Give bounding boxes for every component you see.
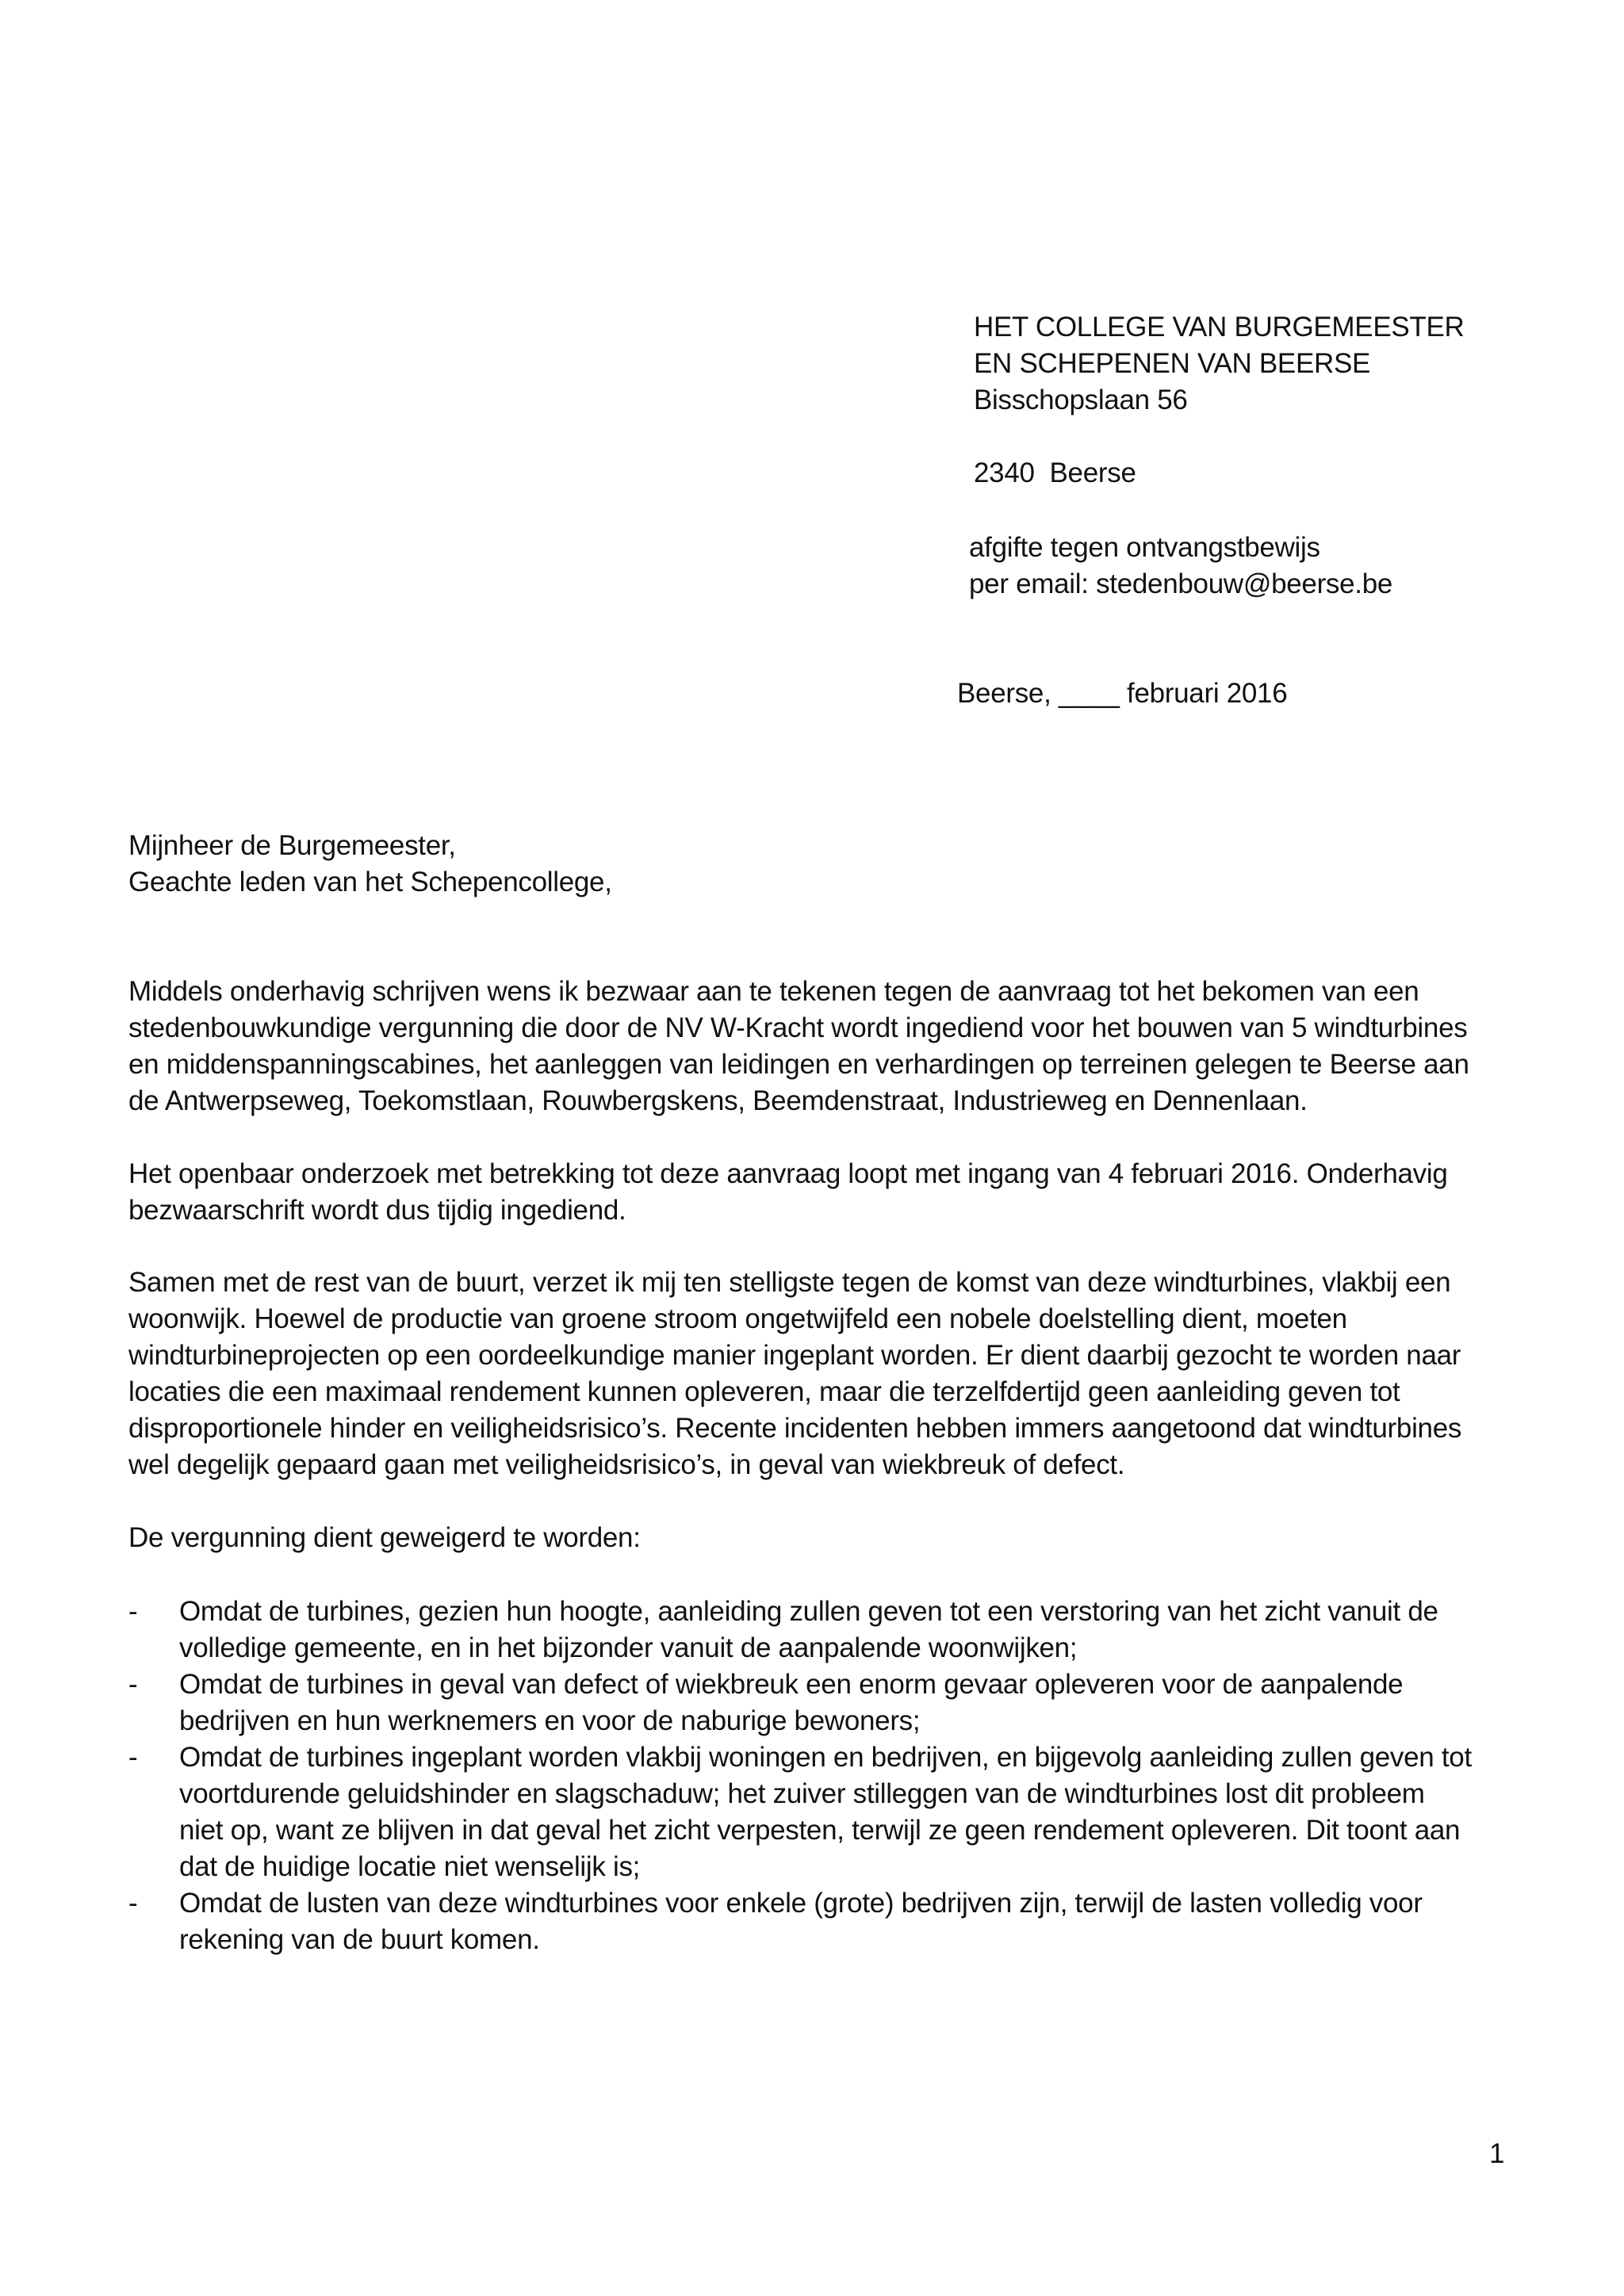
- delivery-method: [969, 530, 1392, 603]
- paragraph-line: De vergunning dient geweigerd te worden:: [128, 1522, 641, 1553]
- recipient-line: EN SCHEPENEN VAN BEERSE: [974, 348, 1371, 379]
- paragraph-objection-intro: [128, 974, 1469, 1119]
- list-item: [128, 1885, 1472, 1958]
- page-number: 1: [1489, 2138, 1505, 2169]
- bullet-dash: -: [128, 1669, 138, 1700]
- recipient-line: Bisschopslaan 56: [974, 385, 1188, 415]
- paragraph-line: en middenspanningscabines, het aanleggen van leidingen en verhardingen op terreinen gelegen te Beerse aan: [128, 1049, 1469, 1080]
- list-item-line: Omdat de turbines in geval van defect of wiekbreuk een enorm gevaar opleveren voor de aanpalende: [179, 1669, 1404, 1700]
- bullet-dash: -: [128, 1596, 138, 1627]
- paragraph-line: locaties die een maximaal rendement kunnen opleveren, maar die terzelfdertijd geen aanleiding geven tot: [128, 1376, 1400, 1407]
- list-item: [128, 1739, 1472, 1885]
- paragraph-line: stedenbouwkundige vergunning die door de NV W-Kracht wordt ingediend voor het bouwen van 5 windturbines: [128, 1012, 1468, 1043]
- list-item-line: niet op, want ze blijven in dat geval het zicht verpesten, terwijl ze geen rendement opleveren. Dit toont aan: [179, 1815, 1461, 1846]
- list-item-line: dat de huidige locatie niet wenselijk is;: [179, 1851, 641, 1882]
- paragraph-line: bezwaarschrift wordt dus tijdig ingediend.: [128, 1195, 626, 1226]
- paragraph-neighbourhood-objection: [128, 1265, 1461, 1483]
- paragraph-line: Samen met de rest van de buurt, verzet ik mij ten stelligste tegen de komst van deze windturbines, vlakbij een: [128, 1267, 1451, 1298]
- bullet-dash: -: [128, 1742, 138, 1773]
- paragraph-line: Middels onderhavig schrijven wens ik bezwaar aan te tekenen tegen de aanvraag tot het bekomen van een: [128, 976, 1419, 1007]
- paragraph-line: windturbineprojecten op een oordeelkundige manier ingeplant worden. Er dient daarbij gezocht te worden naar: [128, 1340, 1461, 1371]
- list-item: [128, 1667, 1472, 1739]
- list-item: [128, 1594, 1472, 1667]
- list-item-line: rekening van de buurt komen.: [179, 1924, 540, 1955]
- recipient-address: [974, 309, 1465, 419]
- postal-city-line: 2340 Beerse: [974, 457, 1136, 488]
- date-text: Beerse, ____ februari 2016: [957, 678, 1288, 709]
- paragraph-line: Het openbaar onderzoek met betrekking tot deze aanvraag loopt met ingang van 4 februari 2016. Onderhavig: [128, 1158, 1448, 1189]
- delivery-line: afgifte tegen ontvangstbewijs: [969, 532, 1320, 563]
- list-item-line: Omdat de turbines ingeplant worden vlakbij woningen en bedrijven, en bijgevolg aanleiding zullen geven tot: [179, 1742, 1472, 1773]
- paragraph-line: woonwijk. Hoewel de productie van groene stroom ongetwijfeld een nobele doelstelling dient, moeten: [128, 1303, 1347, 1334]
- list-item-line: bedrijven en hun werknemers en voor de naburige bewoners;: [179, 1705, 921, 1736]
- recipient-line: HET COLLEGE VAN BURGEMEESTER: [974, 312, 1465, 342]
- date-line: [957, 675, 1287, 712]
- salutation-line: Geachte leden van het Schepencollege,: [128, 867, 612, 897]
- bullet-dash: -: [128, 1888, 138, 1919]
- list-item-line: Omdat de turbines, gezien hun hoogte, aanleiding zullen geven tot een verstoring van het zicht vanuit de: [179, 1596, 1438, 1627]
- salutation: [128, 828, 612, 901]
- recipient-city: [974, 455, 1136, 492]
- paragraph-refusal-intro: [128, 1520, 641, 1556]
- delivery-email-line: per email: stedenbouw@beerse.be: [969, 568, 1393, 599]
- paragraph-line: disproportionele hinder en veiligheidsrisico’s. Recente incidenten hebben immers aangetoond dat windturbines: [128, 1413, 1462, 1444]
- paragraph-public-inquiry: [128, 1156, 1448, 1229]
- paragraph-line: wel degelijk gepaard gaan met veiligheidsrisico’s, in geval van wiekbreuk of defect.: [128, 1449, 1125, 1480]
- refusal-reasons-list: [128, 1594, 1472, 1958]
- list-item-line: Omdat de lusten van deze windturbines voor enkele (grote) bedrijven zijn, terwijl de lasten volledig voor: [179, 1888, 1423, 1919]
- list-item-line: volledige gemeente, en in het bijzonder vanuit de aanpalende woonwijken;: [179, 1632, 1078, 1663]
- paragraph-line: de Antwerpseweg, Toekomstlaan, Rouwbergskens, Beemdenstraat, Industrieweg en Dennenlaan.: [128, 1085, 1308, 1116]
- list-item-line: voortdurende geluidshinder en slagschaduw; het zuiver stilleggen van de windturbines lost dit probleem: [179, 1778, 1425, 1809]
- salutation-line: Mijnheer de Burgemeester,: [128, 830, 456, 861]
